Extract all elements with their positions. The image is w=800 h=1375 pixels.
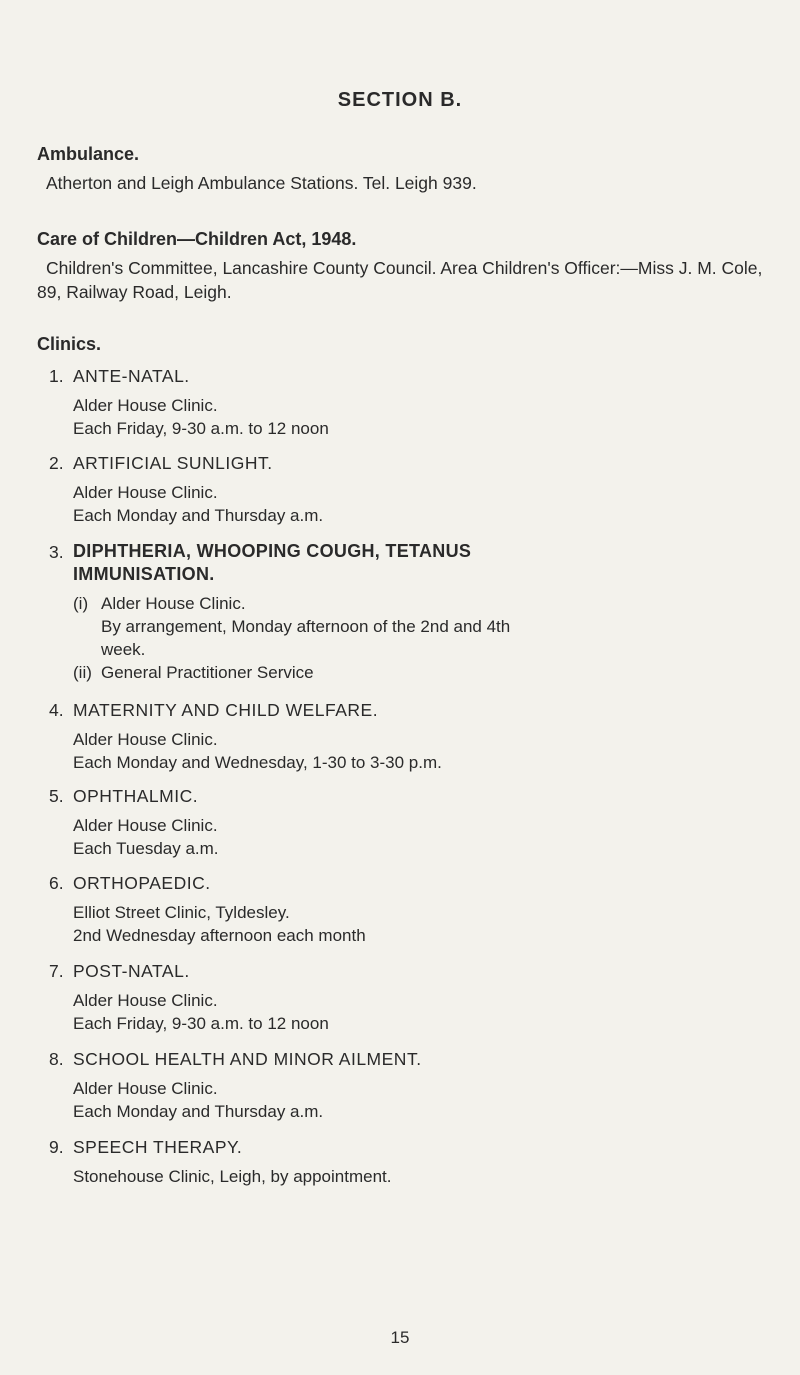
item-number: 9. [49, 1137, 64, 1157]
item-title: MATERNITY AND CHILD WELFARE. [73, 700, 379, 720]
item-title: SCHOOL HEALTH AND MINOR AILMENT. [73, 1049, 422, 1069]
clinic-item [49, 1135, 772, 1188]
clinic-item [49, 540, 772, 684]
item-number: 1. [49, 366, 64, 386]
item-line: Alder House Clinic. [73, 991, 218, 1010]
clinic-item [49, 959, 772, 1035]
item-title: ORTHOPAEDIC. [73, 873, 211, 893]
item-title: ANTE-NATAL. [73, 366, 190, 386]
item-title: IMMUNISATION. [73, 564, 215, 584]
clinics-heading: Clinics. [37, 334, 102, 354]
clinic-item [49, 364, 772, 440]
sub-line: General Practitioner Service [101, 663, 314, 682]
item-title: OPHTHALMIC. [73, 786, 199, 806]
clinic-item [49, 784, 772, 860]
clinic-item [49, 1047, 772, 1123]
item-line: Alder House Clinic. [73, 816, 218, 835]
item-line: Each Friday, 9-30 a.m. to 12 noon [73, 419, 329, 438]
ambulance-section [37, 142, 770, 195]
item-sub [73, 592, 772, 661]
sub-label: (ii) [73, 663, 92, 682]
sub-label: (i) [73, 594, 89, 613]
page-number: 15 [390, 1328, 410, 1347]
sub-line: Alder House Clinic. [101, 594, 246, 613]
item-title: ARTIFICIAL SUNLIGHT. [73, 453, 273, 473]
sub-line: week. [101, 640, 146, 659]
item-line: Alder House Clinic. [73, 1079, 218, 1098]
sub-line: By arrangement, Monday afternoon of the 2nd and 4th [101, 617, 511, 636]
item-line: Alder House Clinic. [73, 483, 218, 502]
item-title: DIPHTHERIA, WHOOPING COUGH, TETANUS [73, 541, 472, 561]
item-line: 2nd Wednesday afternoon each month [73, 926, 366, 945]
care-section [37, 227, 770, 304]
care-text: Children's Committee, Lancashire County Council. Area Children's Officer:—Miss J. M. Cole, 89, Railway Road, Leigh. [37, 258, 763, 302]
ambulance-heading: Ambulance. [37, 144, 140, 164]
ambulance-text: Atherton and Leigh Ambulance Stations. Tel. Leigh 939. [46, 173, 477, 193]
clinic-item [49, 871, 772, 947]
item-line: Stonehouse Clinic, Leigh, by appointment. [73, 1167, 392, 1186]
item-title: SPEECH THERAPY. [73, 1137, 243, 1157]
item-line: Alder House Clinic. [73, 396, 218, 415]
item-number: 5. [49, 786, 64, 806]
item-line: Each Monday and Wednesday, 1-30 to 3-30 p.m. [73, 753, 442, 772]
item-number: 7. [49, 961, 64, 981]
item-number: 3. [49, 542, 64, 562]
item-number: 4. [49, 700, 64, 720]
clinics-section [37, 332, 770, 356]
item-line: Each Friday, 9-30 a.m. to 12 noon [73, 1014, 329, 1033]
clinic-item [49, 698, 772, 774]
item-line: Each Tuesday a.m. [73, 839, 219, 858]
item-title: POST-NATAL. [73, 961, 190, 981]
item-line: Each Monday and Thursday a.m. [73, 506, 324, 525]
item-line: Each Monday and Thursday a.m. [73, 1102, 324, 1121]
item-number: 2. [49, 453, 64, 473]
care-heading: Care of Children—Children Act, 1948. [37, 229, 357, 249]
section-title: SECTION B. [337, 89, 463, 111]
item-sub [73, 661, 772, 684]
clinic-item [49, 451, 772, 527]
item-line: Elliot Street Clinic, Tyldesley. [73, 903, 290, 922]
item-number: 8. [49, 1049, 64, 1069]
item-number: 6. [49, 873, 64, 893]
item-line: Alder House Clinic. [73, 730, 218, 749]
